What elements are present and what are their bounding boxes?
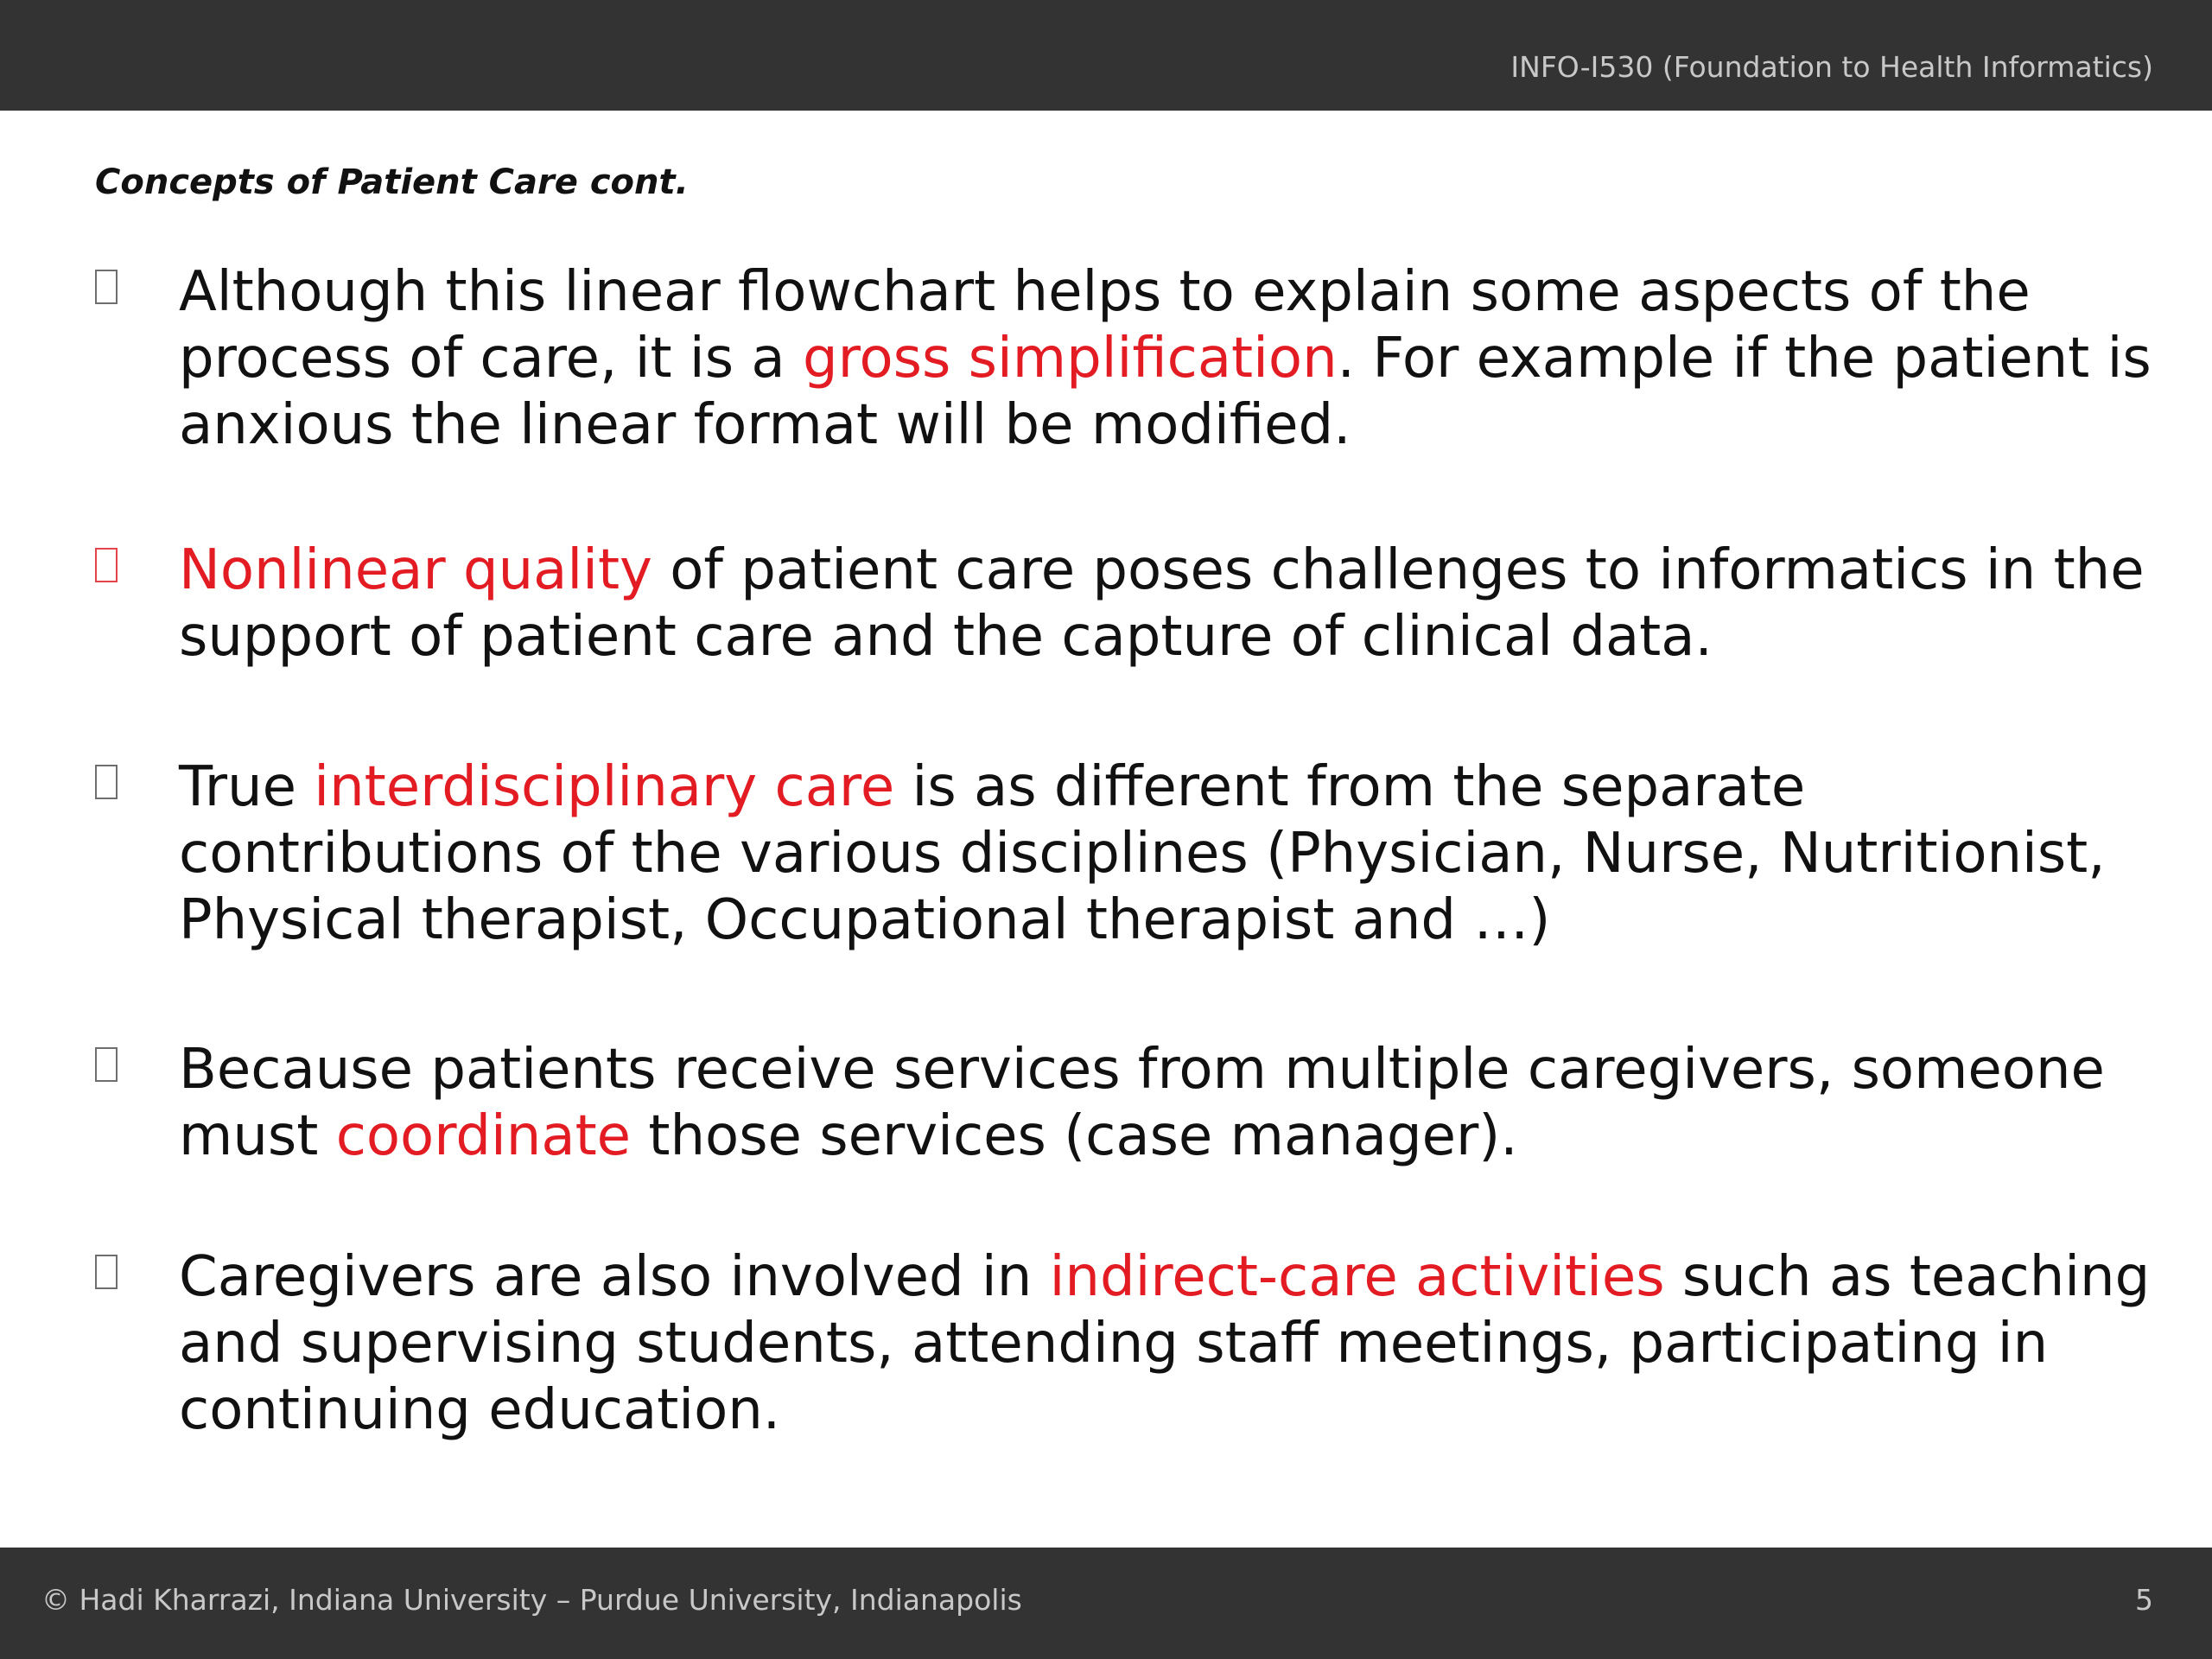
course-label: INFO-I530 (Foundation to Health Informatics) xyxy=(1510,50,2153,84)
bullet-text-part: those services (case manager). xyxy=(631,1104,1518,1168)
header-bar xyxy=(0,0,2212,111)
highlight-term: coordinate xyxy=(335,1104,632,1168)
bullet-text-part: Caregivers are also involved in xyxy=(179,1245,1050,1309)
highlight-term: Nonlinear quality xyxy=(179,538,652,602)
bullet-text xyxy=(179,537,2166,671)
bullet-text xyxy=(179,754,2166,954)
page-number: 5 xyxy=(2135,1583,2153,1617)
bullet-text-part: . For example if the patient is anxious the linear format will be modified. xyxy=(179,327,2152,457)
bullet-text-part: such as teaching and supervising students, attending staff meetings, participating in continuing education. xyxy=(179,1245,2151,1442)
bullet-text xyxy=(179,259,2166,459)
bullet-box-icon xyxy=(95,765,118,799)
bullet-text-part: is as different from the separate contributions of the various disciplines (Physician, Nurse, Nutritionist, Physical therapist, Occupational therapist and …) xyxy=(179,755,2106,952)
bullet-text-part: True xyxy=(179,755,315,819)
copyright-text: © Hadi Kharrazi, Indiana University – Purdue University, Indianapolis xyxy=(41,1583,1022,1617)
highlight-term: interdisciplinary care xyxy=(314,755,895,819)
bullet-text-part: Because patients receive services from multiple caregivers, someone must xyxy=(179,1038,2105,1168)
bullet-text xyxy=(179,1037,2166,1170)
bullet-box-icon xyxy=(95,1255,118,1289)
bullet-text xyxy=(179,1244,2166,1444)
bullet-text-part: Although this linear flowchart helps to explain some aspects of the process of care, it is a xyxy=(179,260,2031,391)
slide-title: Concepts of Patient Care cont. xyxy=(95,162,689,202)
highlight-term: gross simplification xyxy=(802,327,1338,391)
bullet-text-part: of patient care poses challenges to informatics in the support of patient care and the capture of clinical data. xyxy=(179,538,2145,669)
bullet-box-icon xyxy=(95,548,118,582)
bullet-box-icon xyxy=(95,270,118,304)
highlight-term: indirect-care activities xyxy=(1049,1245,1665,1309)
bullet-box-icon xyxy=(95,1047,118,1082)
